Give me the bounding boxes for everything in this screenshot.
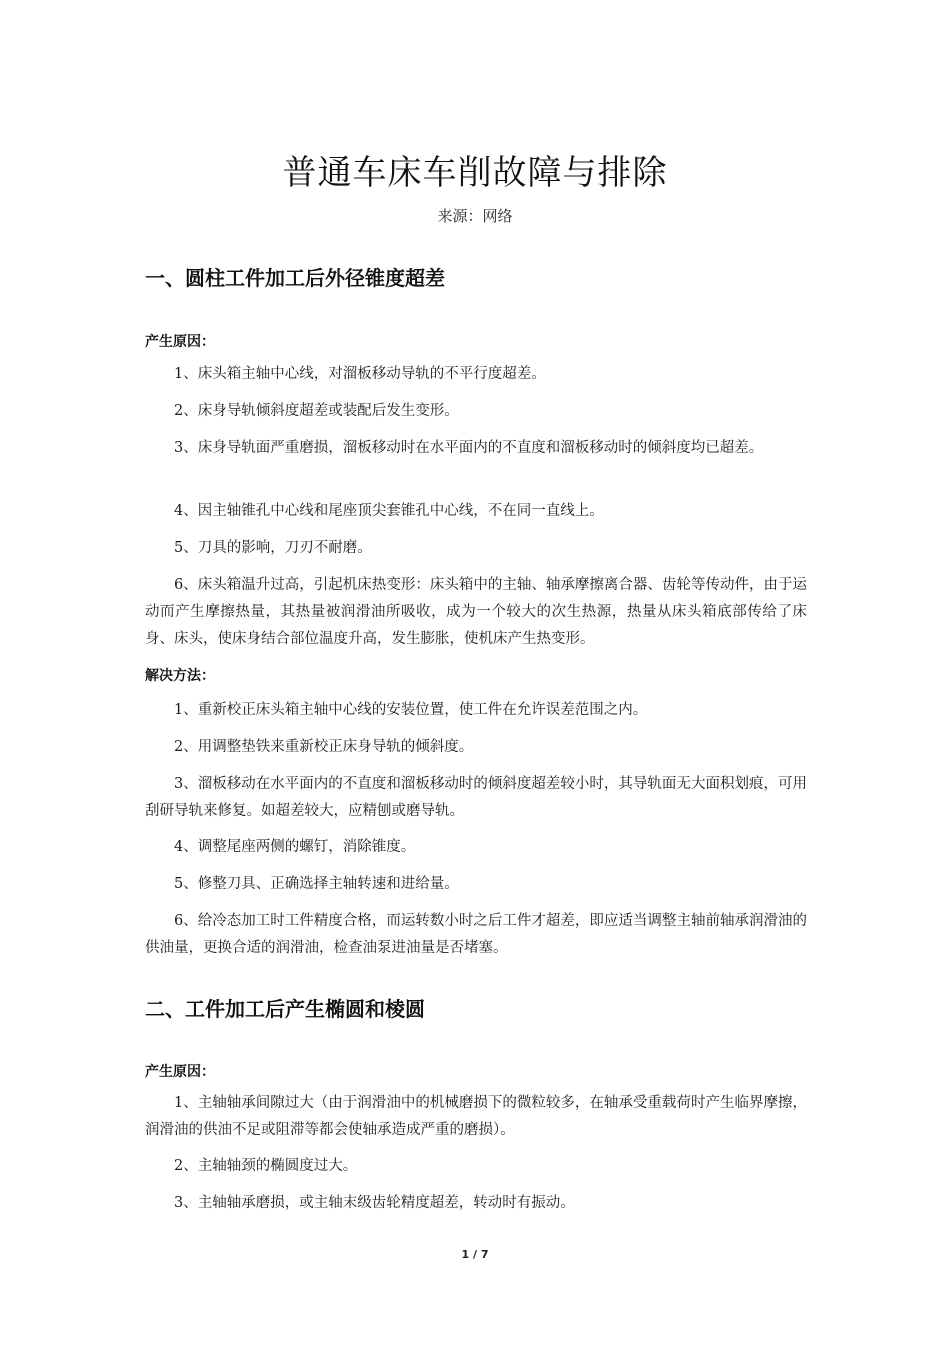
section-heading: 一、圆柱工件加工后外径锥度超差 [145,266,445,290]
cause-item: 3、床身导轨面严重磨损，溜板移动时在水平面内的不直度和溜板移动时的倾斜度均已超差。 [174,440,764,456]
solution-item: 2、用调整垫铁来重新校正床身导轨的倾斜度。 [174,739,474,755]
cause-item: 3、主轴轴承磨损，或主轴末级齿轮精度超差，转动时有振动。 [174,1195,575,1211]
cause-item: 1、主轴轴承间隙过大（由于润滑油中的机械磨损下的微粒较多，在轴承受重载荷时产生临界摩擦，润滑油的供油不足或阻滞等都会使轴承造成严重的磨损）。 [145,1095,807,1138]
solution-item: 4、调整尾座两侧的螺钉，消除锥度。 [174,839,416,855]
cause-item: 5、刀具的影响，刀刃不耐磨。 [174,540,372,556]
solution-item: 5、修整刀具、正确选择主轴转速和进给量。 [174,876,459,892]
solutions-label: 解决方法： [145,668,215,684]
page-indicator: 1 / 7 [461,1248,489,1261]
solution-item: 6、给冷态加工时工件精度合格，而运转数小时之后工件才超差，即应适当调整主轴前轴承润滑油的供油量，更换合适的润滑油，检查油泵进油量是否堵塞。 [145,913,807,956]
document-title: 普通车床车削故障与排除 [282,153,668,193]
cause-item: 2、主轴轴颈的椭圆度过大。 [174,1158,358,1174]
solution-item: 3、溜板移动在水平面内的不直度和溜板移动时的倾斜度超差较小时，其导轨面无大面积划痕，可用刮研导轨来修复。如超差较大，应精刨或磨导轨。 [145,776,807,819]
causes-label: 产生原因： [145,334,215,350]
cause-item: 1、床头箱主轴中心线，对溜板移动导轨的不平行度超差。 [174,366,546,382]
cause-item: 2、床身导轨倾斜度超差或装配后发生变形。 [174,403,459,419]
document-source: 来源：网络 [437,207,513,225]
cause-item: 6、床头箱温升过高，引起机床热变形：床头箱中的主轴、轴承摩擦离合器、齿轮等传动件，由于运动而产生摩擦热量，其热量被润滑油所吸收，成为一个较大的次生热源，热量从床头箱底部传给了床身、床头，使床身结合部位温度升高，发生膨胀，使机床产生热变形。 [145,577,807,647]
causes-label: 产生原因： [145,1064,215,1080]
solution-item: 1、重新校正床头箱主轴中心线的安装位置，使工件在允许误差范围之内。 [174,702,648,718]
cause-item: 4、因主轴锥孔中心线和尾座顶尖套锥孔中心线，不在同一直线上。 [174,503,604,519]
section-heading: 二、工件加工后产生椭圆和棱圆 [145,997,425,1021]
